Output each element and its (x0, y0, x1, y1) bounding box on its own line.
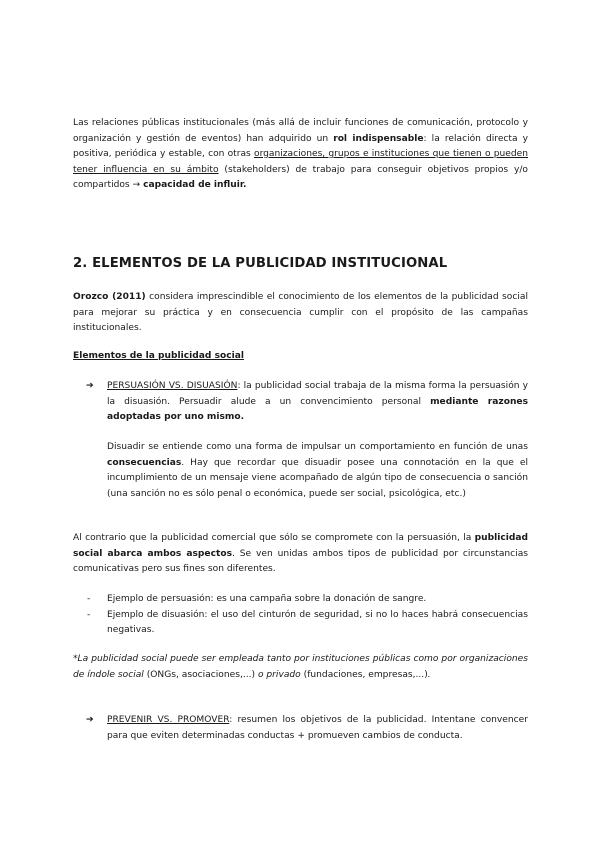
orozco-paragraph (73, 290, 528, 337)
text-bold: rol indispensable (333, 133, 424, 144)
text-italic: *La publicidad social puede ser empleada tanto por instituciones públicas como por organizaciones de índole social (73, 654, 528, 680)
text: : la publicidad social trabaja de la misma forma la persuasión y la disuasión. Persuadir alude a un convencimiento personal (107, 381, 529, 407)
section-heading: 2. ELEMENTOS DE LA PUBLICIDAD INSTITUCIONAL (73, 256, 448, 271)
text-underlined: organizaciones, grupos e instituciones que tienen o pueden tener influencia en su ámbito (73, 149, 528, 175)
text-bold: consecuencias (107, 457, 182, 468)
text-bold: Orozco (2011) (73, 292, 146, 302)
text: . (427, 669, 431, 680)
document-page (73, 116, 529, 741)
text: (stakeholders) de trabajo para conseguir objetivos propios y/o compartidos → (73, 164, 528, 190)
text: (ONGs, asociaciones,...) (146, 669, 256, 680)
text: considera imprescindible el conocimiento de los elementos de la publicidad social para mejorar su práctica y en consecuencia cumplir con el propósito de las campañas institucionales. (73, 292, 528, 333)
bullet-body (107, 379, 528, 426)
bullet-prevenir (73, 713, 528, 744)
list-item-text: Ejemplo de persuasión: es una campaña sobre la donación de sangre. (107, 594, 427, 604)
subheading-elementos: Elementos de la publicidad social (73, 351, 245, 361)
list-item-text: Ejemplo de disuasión: el uso del cinturón de seguridad, si no lo haces habrá consecuencias negativas. (107, 609, 528, 635)
text: Disuadir se entiende como una forma de impulsar un comportamiento en función de unas (107, 442, 528, 452)
text: . Hay que recordar que disuadir posee una connotación en la que el incumplimiento de un mensaje viene acompañado de algún tipo de consecuencia o sanción (una sanción no es sólo penal o económica, puede ser social, psicológica, etc.) (107, 457, 528, 499)
examples-list (73, 592, 528, 639)
text: (fundaciones, empresas,...) (303, 669, 428, 680)
bullet-label: PREVENIR VS. PROMOVER (107, 715, 230, 725)
contrario-paragraph (73, 531, 528, 578)
text: . Se ven unidas ambos tipos de publicidad por circunstancias comunicativas pero sus fines son diferentes. (73, 548, 529, 574)
bullet-persuasion (73, 379, 528, 426)
text: : la relación directa y positiva, periódica y estable, con otras (73, 133, 529, 159)
text-bold: publicidad social abarca ambos aspectos (73, 533, 528, 559)
dash-bullet: - (87, 594, 91, 604)
text-italic: o privado (255, 669, 304, 680)
bullet-label: PERSUASIÓN VS. DISUASIÓN (107, 381, 238, 391)
text: : resumen los objetivos de la publicidad. Intentane convencer para que eviten determinadas conductas + promueven cambios de conducta. (107, 715, 529, 741)
arrow-bullet-icon: ➔ (86, 381, 94, 391)
arrow-bullet-icon: ➔ (86, 715, 94, 725)
text-bold: mediante razones adoptadas por uno mismo. (107, 396, 529, 422)
text: Las relaciones públicas institucionales (más allá de incluir funciones de comunicación, protocolo y organización y gestión de eventos) han adquirido un (73, 118, 528, 144)
list-item (87, 592, 528, 608)
intro-paragraph (73, 116, 528, 194)
text: Al contrario que la publicidad comercial que sólo se compromete con la persuasión, la (73, 533, 475, 543)
bullet-body (107, 713, 528, 744)
text-bold: capacidad de influir. (143, 180, 247, 190)
dash-bullet: - (87, 609, 91, 620)
list-item (87, 608, 528, 639)
disuadir-paragraph (107, 440, 528, 502)
note-paragraph (73, 652, 528, 683)
